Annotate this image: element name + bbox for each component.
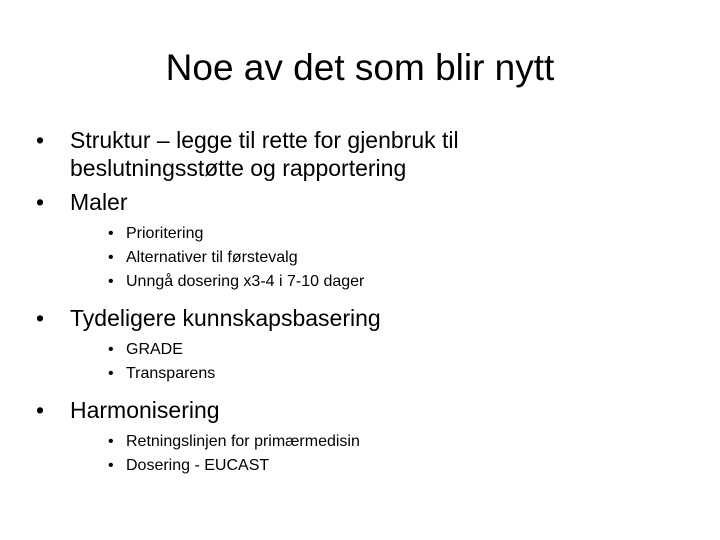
- sub-bullet-item: [36, 362, 676, 386]
- bullet-text: Harmonisering: [70, 397, 220, 423]
- sub-bullet-item: [36, 338, 676, 362]
- sub-bullet-text: Prioritering: [126, 225, 204, 242]
- bullet-icon: •: [36, 127, 45, 153]
- bullet-list: [36, 126, 676, 478]
- bullet-icon: •: [36, 305, 45, 331]
- bullet-icon: •: [36, 397, 45, 423]
- sub-bullet-item: [36, 222, 676, 246]
- sub-bullet-icon: •: [108, 341, 114, 358]
- sub-bullet-item: [36, 430, 676, 454]
- sub-bullet-item: [36, 454, 676, 478]
- sub-bullet-icon: •: [108, 365, 114, 382]
- sub-bullet-text: Transparens: [126, 365, 216, 382]
- sub-bullet-item: [36, 246, 676, 270]
- sub-bullet-icon: •: [108, 225, 114, 242]
- sub-bullet-icon: •: [108, 249, 114, 266]
- bullet-text-line: beslutningsstøtte og rapportering: [70, 155, 407, 181]
- slide-title: Noe av det som blir nytt: [165, 47, 555, 88]
- bullet-item-kunnskapsbasering: [36, 304, 676, 332]
- sub-bullet-text: Dosering - EUCAST: [126, 457, 270, 474]
- bullet-text: Maler: [70, 189, 128, 215]
- bullet-text: Tydeligere kunnskapsbasering: [70, 305, 381, 331]
- sub-bullet-text: Alternativer til førstevalg: [126, 249, 298, 266]
- bullet-item-harmonisering: [36, 396, 676, 424]
- sub-bullet-icon: •: [108, 433, 114, 450]
- sub-bullet-icon: •: [108, 457, 114, 474]
- bullet-item-maler: [36, 188, 676, 216]
- sub-bullet-item: [36, 270, 676, 294]
- sub-bullet-text: GRADE: [126, 341, 183, 358]
- sub-bullet-text: Unngå dosering x3-4 i 7-10 dager: [126, 273, 365, 290]
- sub-bullet-icon: •: [108, 273, 114, 290]
- sub-bullet-text: Retningslinjen for primærmedisin: [126, 433, 360, 450]
- bullet-icon: •: [36, 189, 45, 215]
- bullet-text-line: Struktur – legge til rette for gjenbruk til: [70, 127, 459, 153]
- bullet-item-struktur: [36, 126, 676, 182]
